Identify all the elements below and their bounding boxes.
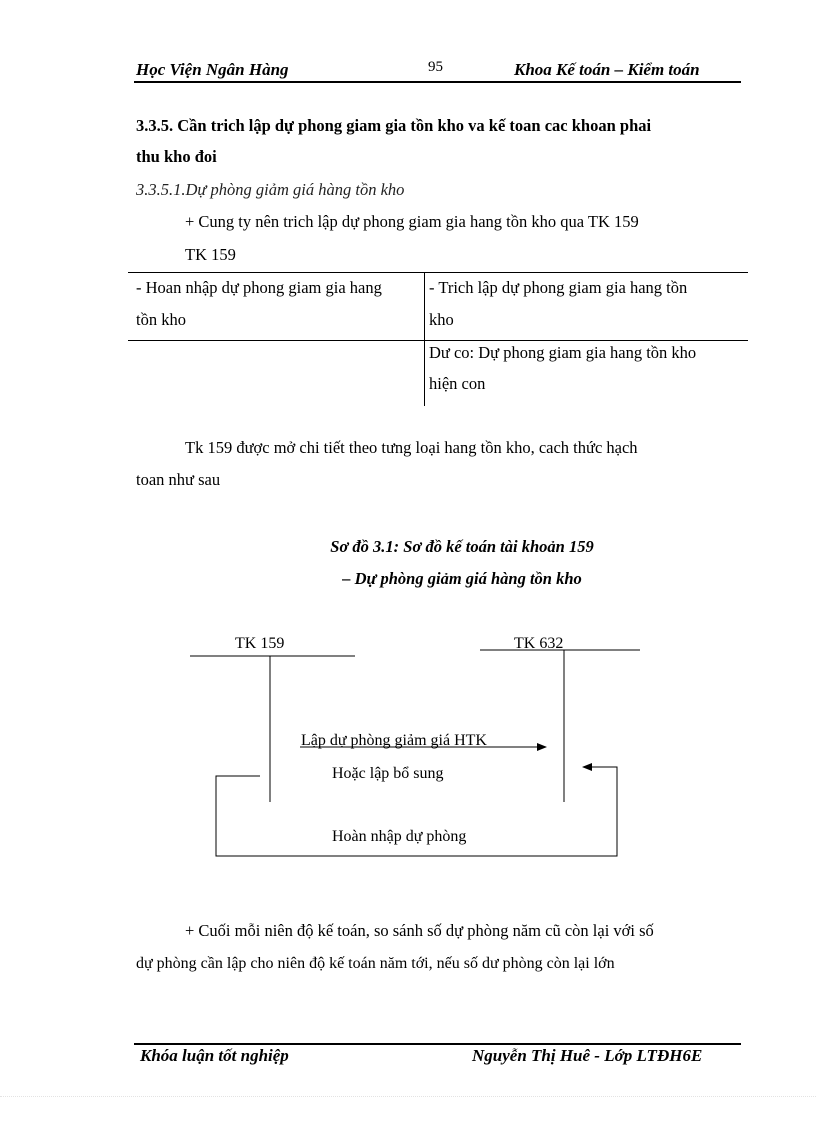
credit-line1: - Trich lập dự phong giam gia hang tồn (429, 278, 688, 297)
credit-line2: kho (429, 310, 454, 329)
paragraph-2-line2: toan như sau (136, 470, 221, 489)
return-label: Hoàn nhập dự phòng (332, 828, 467, 845)
section-heading-line1: 3.3.5. Cần trich lập dự phong giam gia tồn kho va kế toan cac khoan phai (136, 116, 652, 135)
paragraph-3-line2: dự phòng cần lập cho niên độ kế toán năm tới, nếu số dư phòng còn lại lớn (136, 955, 615, 972)
subheading: 3.3.5.1.Dự phòng giảm giá hàng tồn kho (136, 180, 405, 199)
account-label: TK 159 (185, 245, 236, 264)
diagram-title-line1: Sơ đồ 3.1: Sơ đồ kế toán tài khoản 159 (330, 537, 594, 556)
header-left: Học Viện Ngân Hàng (136, 60, 289, 79)
section-heading-line2: thu kho đoi (136, 147, 217, 166)
balance-line2: hiện con (429, 374, 486, 393)
footer-right: Nguyễn Thị Huê - Lớp LTĐH6E (472, 1046, 703, 1065)
right-account-label: TK 632 (514, 635, 564, 652)
balance-line1: Dư co: Dự phong giam gia hang tồn kho (429, 343, 697, 362)
paragraph-1: + Cung ty nên trich lập dự phong giam gia hang tồn kho qua TK 159 (185, 212, 639, 231)
arrow-label-1: Lập dự phòng giảm giá HTK (301, 732, 487, 749)
header-right: Khoa Kế toán – Kiểm toán (514, 60, 700, 79)
paragraph-3-line1: + Cuối mỗi niên độ kế toán, so sánh số dự phòng năm cũ còn lại với số (185, 921, 654, 940)
footer-rule (134, 1043, 741, 1045)
page-number: 95 (428, 59, 443, 75)
left-account-label: TK 159 (235, 635, 285, 652)
footer-left: Khóa luận tốt nghiệp (140, 1046, 289, 1065)
page-bottom-border (0, 1096, 816, 1097)
arrow-label-2: Hoặc lập bổ sung (332, 765, 444, 782)
paragraph-2-line1: Tk 159 được mở chi tiết theo tưng loại hang tồn kho, cach thức hạch (185, 438, 638, 457)
debit-line2: tồn kho (136, 310, 186, 329)
diagram-title-line2: – Dự phòng giảm giá hàng tồn kho (342, 569, 582, 588)
debit-line1: - Hoan nhập dự phong giam gia hang (136, 278, 382, 297)
